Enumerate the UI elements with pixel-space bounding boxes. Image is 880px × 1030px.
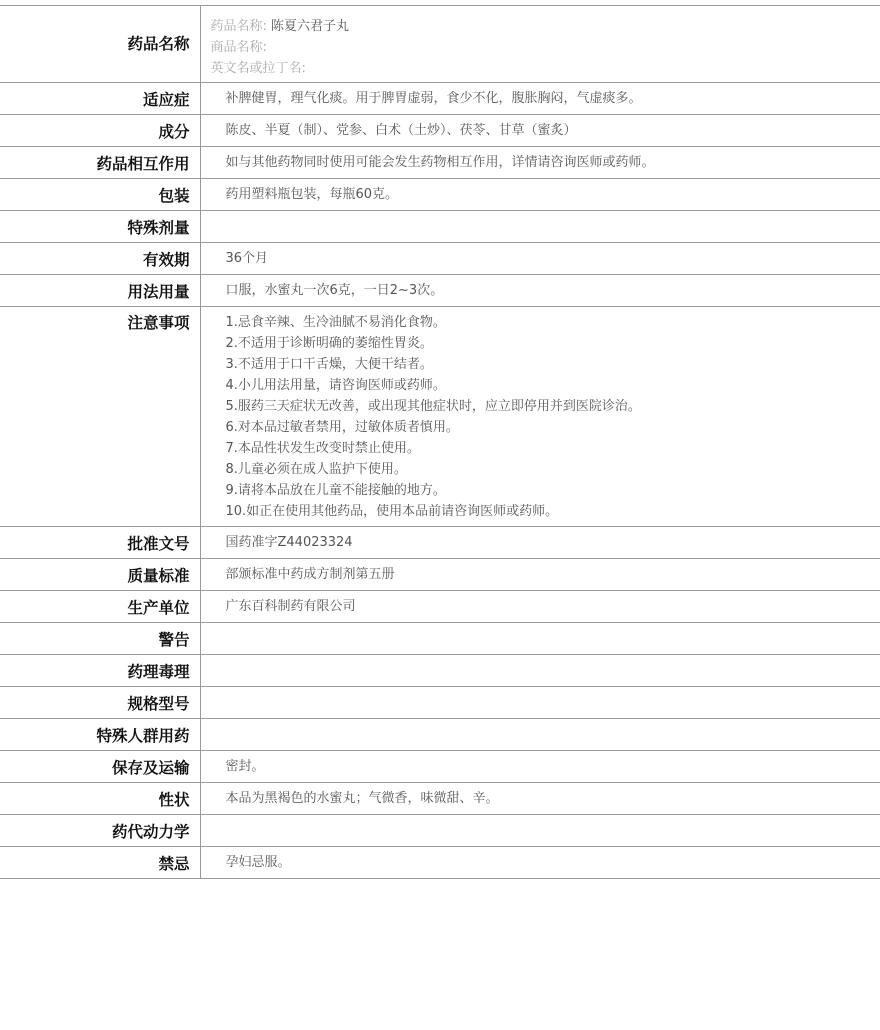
- warning-label: 警告: [0, 623, 200, 655]
- drug-name-label: 药品名称: [0, 6, 200, 83]
- precautions-label: 注意事项: [0, 307, 200, 527]
- drug-name-values: [200, 6, 880, 83]
- contraindications-label: 禁忌: [0, 847, 200, 879]
- english-name-line: [211, 58, 880, 79]
- approval-number-value: 国药准字Z44023324: [200, 527, 880, 559]
- interactions-label: 药品相互作用: [0, 147, 200, 179]
- indications-row: [0, 83, 880, 115]
- english-name-key: 英文名或拉丁名:: [210, 61, 306, 76]
- shelf-life-value: 36个月: [200, 243, 880, 275]
- precaution-item: 8.儿童必须在成人监护下使用。: [225, 462, 407, 477]
- pharmacokinetics-row: [0, 815, 880, 847]
- specification-value: [200, 687, 880, 719]
- interactions-value: 如与其他药物同时使用可能会发生药物相互作用，详情请咨询医师或药师。: [200, 147, 880, 179]
- generic-name-line: [211, 16, 880, 37]
- ingredients-label: 成分: [0, 115, 200, 147]
- interactions-row: [0, 147, 880, 179]
- generic-name-value: 陈夏六君子丸: [271, 19, 350, 34]
- packaging-label: 包装: [0, 179, 200, 211]
- drug-info-table: [0, 5, 880, 879]
- precaution-item: 4.小儿用法用量，请咨询医师或药师。: [225, 378, 446, 393]
- shelf-life-label: 有效期: [0, 243, 200, 275]
- shelf-life-row: [0, 243, 880, 275]
- precaution-item: 9.请将本品放在儿童不能接触的地方。: [225, 483, 446, 498]
- approval-number-label: 批准文号: [0, 527, 200, 559]
- specification-row: [0, 687, 880, 719]
- special-populations-value: [200, 719, 880, 751]
- precautions-list: [200, 307, 880, 527]
- precautions-row: [0, 307, 880, 527]
- quality-standard-label: 质量标准: [0, 559, 200, 591]
- drug-name-row: [0, 6, 880, 83]
- precaution-item: 1.忌食辛辣、生冷油腻不易消化食物。: [225, 315, 446, 330]
- precaution-item: 5.服药三天症状无改善，或出现其他症状时，应立即停用并到医院诊治。: [225, 399, 641, 414]
- storage-value: 密封。: [200, 751, 880, 783]
- contraindications-row: [0, 847, 880, 879]
- indications-label: 适应症: [0, 83, 200, 115]
- special-dosage-row: [0, 211, 880, 243]
- special-populations-row: [0, 719, 880, 751]
- pharmacokinetics-value: [200, 815, 880, 847]
- ingredients-value: 陈皮、半夏（制）、党参、白术（土炒）、茯苓、甘草（蜜炙）: [200, 115, 880, 147]
- manufacturer-value: 广东百科制药有限公司: [200, 591, 880, 623]
- generic-name-key: 药品名称:: [210, 19, 267, 34]
- usage-dosage-value: 口服，水蜜丸一次6克，一日2~3次。: [200, 275, 880, 307]
- trade-name-line: [211, 37, 880, 58]
- special-dosage-label: 特殊剂量: [0, 211, 200, 243]
- contraindications-value: 孕妇忌服。: [200, 847, 880, 879]
- storage-label: 保存及运输: [0, 751, 200, 783]
- pharmacokinetics-label: 药代动力学: [0, 815, 200, 847]
- manufacturer-row: [0, 591, 880, 623]
- packaging-value: 药用塑料瓶包装，每瓶60克。: [200, 179, 880, 211]
- quality-standard-row: [0, 559, 880, 591]
- usage-dosage-label: 用法用量: [0, 275, 200, 307]
- precaution-item: 6.对本品过敏者禁用，过敏体质者慎用。: [225, 420, 459, 435]
- quality-standard-value: 部颁标准中药成方制剂第五册: [200, 559, 880, 591]
- pharmacology-row: [0, 655, 880, 687]
- pharmacology-value: [200, 655, 880, 687]
- ingredients-row: [0, 115, 880, 147]
- trade-name-key: 商品名称:: [210, 40, 267, 55]
- description-value: 本品为黑褐色的水蜜丸；气微香，味微甜、辛。: [200, 783, 880, 815]
- pharmacology-label: 药理毒理: [0, 655, 200, 687]
- specification-label: 规格型号: [0, 687, 200, 719]
- warning-row: [0, 623, 880, 655]
- manufacturer-label: 生产单位: [0, 591, 200, 623]
- precaution-item: 10.如正在使用其他药品，使用本品前请咨询医师或药师。: [225, 504, 559, 519]
- precaution-item: 2.不适用于诊断明确的萎缩性胃炎。: [225, 336, 433, 351]
- precaution-item: 7.本品性状发生改变时禁止使用。: [225, 441, 420, 456]
- approval-number-row: [0, 527, 880, 559]
- warning-value: [200, 623, 880, 655]
- usage-dosage-row: [0, 275, 880, 307]
- special-populations-label: 特殊人群用药: [0, 719, 200, 751]
- description-row: [0, 783, 880, 815]
- indications-value: 补脾健胃，理气化痰。用于脾胃虚弱，食少不化，腹胀胸闷，气虚痰多。: [200, 83, 880, 115]
- description-label: 性状: [0, 783, 200, 815]
- storage-row: [0, 751, 880, 783]
- special-dosage-value: [200, 211, 880, 243]
- packaging-row: [0, 179, 880, 211]
- precaution-item: 3.不适用于口干舌燥，大便干结者。: [225, 357, 433, 372]
